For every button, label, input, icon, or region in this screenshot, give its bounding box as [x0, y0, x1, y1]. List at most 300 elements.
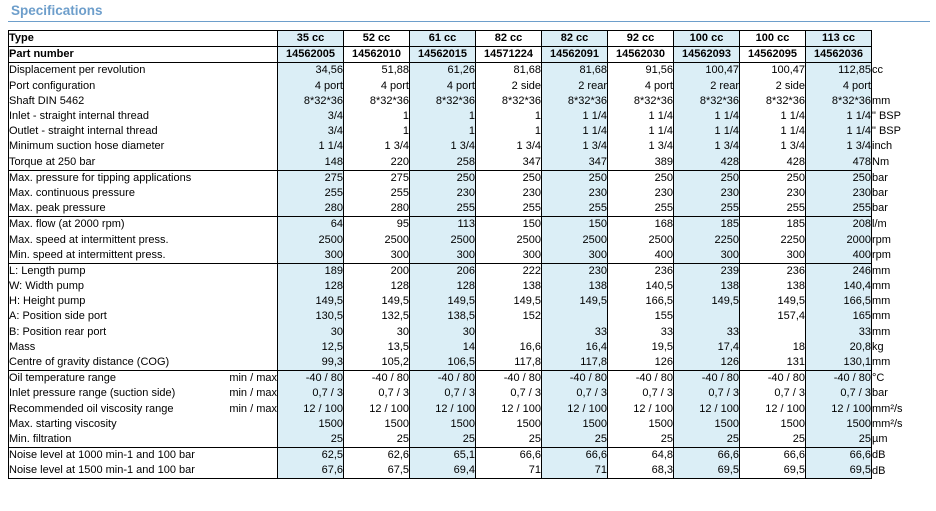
value-cell: 1 3/4	[410, 139, 476, 154]
table-row	[9, 340, 930, 355]
row-label: Max. flow (at 2000 rpm)	[9, 217, 278, 233]
model-part-cell: 14562005	[278, 47, 344, 63]
row-label: Max. starting viscosity	[9, 417, 278, 432]
value-cell: 13,5	[344, 340, 410, 355]
value-cell: -40 / 80	[608, 371, 674, 387]
value-cell: 117,8	[542, 355, 608, 371]
model-part-cell: 14562036	[806, 47, 872, 63]
value-cell: 166,5	[608, 294, 674, 309]
value-cell: 12,5	[278, 340, 344, 355]
unit-cell: " BSP	[872, 124, 930, 139]
table-row	[9, 170, 930, 186]
value-cell: 25	[476, 432, 542, 448]
value-cell: 428	[674, 155, 740, 171]
unit-cell: rpm	[872, 232, 930, 247]
value-cell: 2 rear	[674, 79, 740, 94]
table-row	[9, 386, 930, 401]
value-cell: 8*32*36	[674, 94, 740, 109]
value-cell: 149,5	[278, 294, 344, 309]
value-cell: 131	[740, 355, 806, 371]
value-cell: 1 1/4	[806, 109, 872, 124]
value-cell: 12 / 100	[674, 402, 740, 417]
value-cell: 67,5	[344, 463, 410, 479]
value-cell: 400	[608, 248, 674, 264]
value-cell: 1500	[608, 417, 674, 432]
value-cell: 1 1/4	[674, 109, 740, 124]
table-row	[9, 325, 930, 340]
value-cell: 280	[344, 201, 410, 217]
value-cell: 25	[674, 432, 740, 448]
unit-cell: bar	[872, 386, 930, 401]
value-cell: 2500	[608, 232, 674, 247]
value-cell: 69,5	[740, 463, 806, 479]
model-type-cell: 61 cc	[410, 31, 476, 47]
value-cell	[674, 309, 740, 324]
value-cell: 14	[410, 340, 476, 355]
value-cell: 149,5	[740, 294, 806, 309]
value-cell: 1500	[410, 417, 476, 432]
value-cell: 8*32*36	[542, 94, 608, 109]
table-row	[9, 309, 930, 324]
value-cell	[542, 309, 608, 324]
value-cell: 12 / 100	[608, 402, 674, 417]
model-part-cell: 14562093	[674, 47, 740, 63]
value-cell: 1 1/4	[608, 109, 674, 124]
value-cell: 255	[542, 201, 608, 217]
value-cell: 128	[410, 279, 476, 294]
value-cell: 25	[740, 432, 806, 448]
value-cell: 128	[278, 279, 344, 294]
value-cell: 12 / 100	[542, 402, 608, 417]
value-cell: 255	[344, 186, 410, 201]
value-cell: 65,1	[410, 448, 476, 464]
value-cell: 185	[674, 217, 740, 233]
value-cell: 117,8	[476, 355, 542, 371]
value-cell: 4 port	[608, 79, 674, 94]
value-cell: 105,2	[344, 355, 410, 371]
value-cell: 1 1/4	[740, 124, 806, 139]
row-label: Max. peak pressure	[9, 201, 278, 217]
table-row	[9, 155, 930, 171]
unit-cell: mm	[872, 279, 930, 294]
value-cell: 255	[740, 201, 806, 217]
value-cell: 1	[410, 124, 476, 139]
value-cell: 138	[740, 279, 806, 294]
value-cell: 12 / 100	[410, 402, 476, 417]
value-cell: 300	[278, 248, 344, 264]
value-cell: 1	[410, 109, 476, 124]
value-cell: 99,3	[278, 355, 344, 371]
value-cell: 1 3/4	[476, 139, 542, 154]
value-cell: 1 1/4	[542, 109, 608, 124]
value-cell: 12 / 100	[344, 402, 410, 417]
value-cell: 113	[410, 217, 476, 233]
value-cell: -40 / 80	[806, 371, 872, 387]
value-cell: 155	[608, 309, 674, 324]
value-cell: 140,5	[608, 279, 674, 294]
unit-cell: mm	[872, 94, 930, 109]
value-cell: 149,5	[476, 294, 542, 309]
value-cell: 138,5	[410, 309, 476, 324]
row-label: Displacement per revolution	[9, 63, 278, 79]
table-row	[9, 124, 930, 139]
value-cell: 300	[740, 248, 806, 264]
value-cell: 165	[806, 309, 872, 324]
row-label: Noise level at 1500 min-1 and 100 bar	[9, 463, 278, 479]
value-cell: 128	[344, 279, 410, 294]
value-cell: 106,5	[410, 355, 476, 371]
value-cell: 0,7 / 3	[410, 386, 476, 401]
value-cell: 2250	[740, 232, 806, 247]
value-cell: 8*32*36	[476, 94, 542, 109]
value-cell: 25	[410, 432, 476, 448]
value-cell: 1500	[278, 417, 344, 432]
value-cell: 230	[806, 186, 872, 201]
value-cell: 478	[806, 155, 872, 171]
value-cell: -40 / 80	[278, 371, 344, 387]
value-cell: 1 1/4	[542, 124, 608, 139]
value-cell: 8*32*36	[608, 94, 674, 109]
value-cell: 230	[542, 263, 608, 279]
value-cell: 1 1/4	[608, 124, 674, 139]
value-cell: 64,8	[608, 448, 674, 464]
value-cell: 140,4	[806, 279, 872, 294]
row-label: Minimum suction hose diameter	[9, 139, 278, 154]
value-cell: 1500	[740, 417, 806, 432]
value-cell: 152	[476, 309, 542, 324]
value-cell: 2 side	[740, 79, 806, 94]
value-cell: 51,88	[344, 63, 410, 79]
value-cell: 66,6	[542, 448, 608, 464]
value-cell: 25	[278, 432, 344, 448]
value-cell: 230	[542, 186, 608, 201]
value-cell: 389	[608, 155, 674, 171]
row-label: Min. speed at intermittent press.	[9, 248, 278, 264]
model-type-cell: 100 cc	[674, 31, 740, 47]
value-cell: 347	[476, 155, 542, 171]
value-cell: 18	[740, 340, 806, 355]
model-type-cell: 82 cc	[542, 31, 608, 47]
value-cell: 1500	[344, 417, 410, 432]
value-cell: 0,7 / 3	[278, 386, 344, 401]
unit-cell: µm	[872, 432, 930, 448]
value-cell: 30	[410, 325, 476, 340]
model-part-cell: 14562095	[740, 47, 806, 63]
value-cell: 258	[410, 155, 476, 171]
value-cell: 0,7 / 3	[344, 386, 410, 401]
value-cell: 280	[278, 201, 344, 217]
value-cell: 275	[344, 170, 410, 186]
row-label: Max. pressure for tipping applications	[9, 170, 278, 186]
value-cell: 250	[740, 170, 806, 186]
value-cell: 1 3/4	[542, 139, 608, 154]
value-cell: 300	[410, 248, 476, 264]
value-cell	[740, 325, 806, 340]
value-cell: 150	[542, 217, 608, 233]
value-cell: 230	[476, 186, 542, 201]
value-cell: 1500	[806, 417, 872, 432]
model-type-cell: 113 cc	[806, 31, 872, 47]
value-cell: 300	[542, 248, 608, 264]
value-cell: 81,68	[476, 63, 542, 79]
row-label: Centre of gravity distance (COG)	[9, 355, 278, 371]
model-part-cell: 14562030	[608, 47, 674, 63]
row-label: Shaft DIN 5462	[9, 94, 278, 109]
type-row	[9, 31, 930, 47]
value-cell: 2 rear	[542, 79, 608, 94]
value-cell: 1 1/4	[740, 109, 806, 124]
value-cell: 0,7 / 3	[608, 386, 674, 401]
value-cell: 255	[476, 201, 542, 217]
row-label: Torque at 250 bar	[9, 155, 278, 171]
table-row	[9, 463, 930, 479]
table-row	[9, 432, 930, 448]
table-row	[9, 279, 930, 294]
value-cell: 126	[608, 355, 674, 371]
value-cell: 230	[410, 186, 476, 201]
value-cell: 206	[410, 263, 476, 279]
value-cell: 0,7 / 3	[806, 386, 872, 401]
unit-cell: " BSP	[872, 109, 930, 124]
value-cell: 255	[674, 201, 740, 217]
value-cell: 138	[542, 279, 608, 294]
value-cell: 250	[476, 170, 542, 186]
row-label: A: Position side port	[9, 309, 278, 324]
unit-cell: mm²/s	[872, 417, 930, 432]
unit-cell	[872, 47, 930, 63]
value-cell: 300	[674, 248, 740, 264]
value-cell: 236	[608, 263, 674, 279]
value-cell: 30	[344, 325, 410, 340]
value-cell: 1500	[674, 417, 740, 432]
table-row	[9, 217, 930, 233]
value-cell: 255	[806, 201, 872, 217]
unit-cell: mm	[872, 263, 930, 279]
value-cell: -40 / 80	[542, 371, 608, 387]
table-row	[9, 186, 930, 201]
value-cell: 126	[674, 355, 740, 371]
value-cell: 8*32*36	[410, 94, 476, 109]
value-cell: 230	[674, 186, 740, 201]
value-cell: 239	[674, 263, 740, 279]
unit-cell: rpm	[872, 248, 930, 264]
value-cell: 67,6	[278, 463, 344, 479]
value-cell: 25	[542, 432, 608, 448]
value-cell: 30	[278, 325, 344, 340]
value-cell: 16,4	[542, 340, 608, 355]
value-cell: 250	[542, 170, 608, 186]
unit-cell: mm	[872, 355, 930, 371]
value-cell: 19,5	[608, 340, 674, 355]
value-cell: 81,68	[542, 63, 608, 79]
value-cell: 1500	[542, 417, 608, 432]
value-cell: 130,1	[806, 355, 872, 371]
value-cell: 20,8	[806, 340, 872, 355]
value-cell: 1	[344, 124, 410, 139]
row-label: Type	[9, 31, 278, 47]
row-label: B: Position rear port	[9, 325, 278, 340]
model-type-cell: 35 cc	[278, 31, 344, 47]
value-cell: 347	[542, 155, 608, 171]
table-row	[9, 355, 930, 371]
value-cell: 62,6	[344, 448, 410, 464]
table-row	[9, 263, 930, 279]
value-cell: 250	[410, 170, 476, 186]
value-cell: 4 port	[278, 79, 344, 94]
table-row	[9, 94, 930, 109]
unit-cell	[872, 79, 930, 94]
value-cell: 62,5	[278, 448, 344, 464]
value-cell: 255	[278, 186, 344, 201]
value-cell: 1500	[476, 417, 542, 432]
value-cell: 91,56	[608, 63, 674, 79]
table-row	[9, 109, 930, 124]
table-row	[9, 63, 930, 79]
value-cell: 25	[344, 432, 410, 448]
value-cell: 250	[806, 170, 872, 186]
value-cell: 3/4	[278, 109, 344, 124]
value-cell: 2500	[344, 232, 410, 247]
value-cell: 230	[608, 186, 674, 201]
value-cell: 69,4	[410, 463, 476, 479]
model-type-cell: 100 cc	[740, 31, 806, 47]
value-cell: 2500	[476, 232, 542, 247]
table-row	[9, 371, 930, 387]
value-cell: 130,5	[278, 309, 344, 324]
table-row	[9, 448, 930, 464]
value-cell: 16,6	[476, 340, 542, 355]
table-row	[9, 402, 930, 417]
value-cell: 17,4	[674, 340, 740, 355]
specifications-table	[8, 30, 930, 479]
value-cell: 95	[344, 217, 410, 233]
unit-cell: bar	[872, 201, 930, 217]
value-cell: -40 / 80	[674, 371, 740, 387]
value-cell: 250	[608, 170, 674, 186]
value-cell: 3/4	[278, 124, 344, 139]
unit-cell	[872, 31, 930, 47]
value-cell: 2250	[674, 232, 740, 247]
value-cell: 69,5	[674, 463, 740, 479]
unit-cell: bar	[872, 186, 930, 201]
value-cell: 25	[806, 432, 872, 448]
value-cell: 25	[608, 432, 674, 448]
value-cell: 12 / 100	[278, 402, 344, 417]
table-row	[9, 201, 930, 217]
value-cell: 300	[476, 248, 542, 264]
table-row	[9, 232, 930, 247]
value-cell: 2500	[542, 232, 608, 247]
part-number-row	[9, 47, 930, 63]
table-row	[9, 79, 930, 94]
value-cell: 246	[806, 263, 872, 279]
value-cell: 1 3/4	[674, 139, 740, 154]
table-row	[9, 139, 930, 154]
model-part-cell: 14562091	[542, 47, 608, 63]
unit-cell: dB	[872, 448, 930, 464]
value-cell: 1 1/4	[278, 139, 344, 154]
value-cell: -40 / 80	[410, 371, 476, 387]
unit-cell: l/m	[872, 217, 930, 233]
unit-cell: kg	[872, 340, 930, 355]
value-cell: 8*32*36	[344, 94, 410, 109]
table-row	[9, 294, 930, 309]
row-label: Max. speed at intermittent press.	[9, 232, 278, 247]
value-cell: 0,7 / 3	[476, 386, 542, 401]
value-cell: 230	[740, 186, 806, 201]
value-cell: 33	[542, 325, 608, 340]
row-label: Mass	[9, 340, 278, 355]
value-cell: -40 / 80	[476, 371, 542, 387]
value-cell: 185	[740, 217, 806, 233]
value-cell: 149,5	[542, 294, 608, 309]
value-cell: 33	[608, 325, 674, 340]
value-cell: 222	[476, 263, 542, 279]
value-cell: 220	[344, 155, 410, 171]
value-cell: 64	[278, 217, 344, 233]
unit-cell: mm	[872, 309, 930, 324]
value-cell: 68,3	[608, 463, 674, 479]
unit-cell: cc	[872, 63, 930, 79]
value-cell: 71	[542, 463, 608, 479]
value-cell: 66,6	[740, 448, 806, 464]
value-cell: 66,6	[674, 448, 740, 464]
row-label: Outlet - straight internal thread	[9, 124, 278, 139]
value-cell: 1	[344, 109, 410, 124]
value-cell: 0,7 / 3	[674, 386, 740, 401]
value-cell: 61,26	[410, 63, 476, 79]
unit-cell: mm	[872, 294, 930, 309]
value-cell: 149,5	[344, 294, 410, 309]
value-cell: 12 / 100	[476, 402, 542, 417]
table-row	[9, 417, 930, 432]
row-label: Inlet pressure range (suction side)	[9, 386, 210, 401]
title-divider	[8, 21, 930, 22]
unit-cell: Nm	[872, 155, 930, 171]
model-type-cell: 82 cc	[476, 31, 542, 47]
unit-cell: mm²/s	[872, 402, 930, 417]
value-cell: 1	[476, 124, 542, 139]
row-label: Oil temperature range	[9, 371, 210, 387]
value-cell: 8*32*36	[278, 94, 344, 109]
value-cell: 149,5	[674, 294, 740, 309]
unit-cell: mm	[872, 325, 930, 340]
value-cell: 200	[344, 263, 410, 279]
value-cell: 400	[806, 248, 872, 264]
value-cell: 2 side	[476, 79, 542, 94]
value-cell: 34,56	[278, 63, 344, 79]
value-cell: 66,6	[476, 448, 542, 464]
value-cell: 66,6	[806, 448, 872, 464]
value-cell: 189	[278, 263, 344, 279]
row-label: Part number	[9, 47, 278, 63]
value-cell: 138	[476, 279, 542, 294]
model-type-cell: 92 cc	[608, 31, 674, 47]
row-label: L: Length pump	[9, 263, 278, 279]
value-cell: 208	[806, 217, 872, 233]
section-title: Specifications	[11, 3, 103, 18]
value-cell: 2500	[410, 232, 476, 247]
row-label: Port configuration	[9, 79, 278, 94]
value-cell: 33	[806, 325, 872, 340]
min-max-label: min / max	[210, 371, 278, 387]
model-part-cell: 14571224	[476, 47, 542, 63]
value-cell: 8*32*36	[740, 94, 806, 109]
min-max-label: min / max	[229, 402, 277, 415]
value-cell: 428	[740, 155, 806, 171]
value-cell: 4 port	[806, 79, 872, 94]
value-cell: 250	[674, 170, 740, 186]
